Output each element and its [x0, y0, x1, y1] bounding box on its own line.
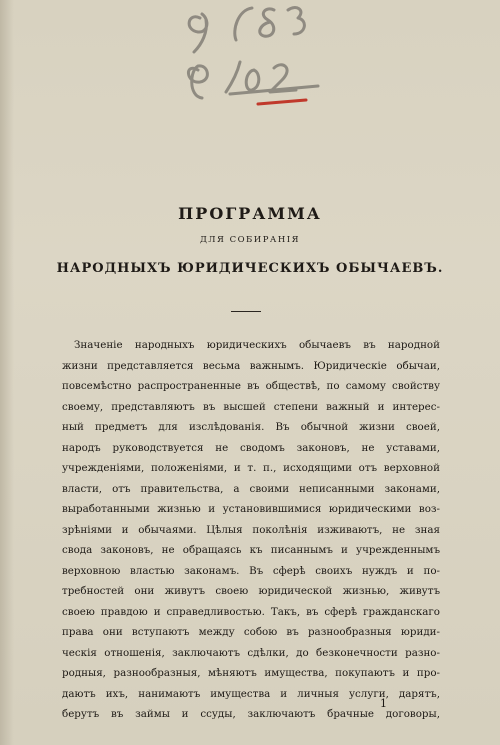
- page-number: 1: [380, 697, 387, 710]
- text-line: своею правдою и справедливостью. Такъ, въ сферѣ гражданскаго: [62, 605, 440, 618]
- title-block: [0, 203, 500, 278]
- page-title: ПРОГРАММА: [178, 204, 322, 223]
- text-line: ческія отношенія, заключаютъ сдѣлки, до безконечности разно-: [62, 646, 440, 659]
- text-line: требностей они живутъ своею юридической жизнью, живутъ: [62, 585, 440, 597]
- text-line: учрежденіями, положеніями, и т. п., исходящими отъ верховной: [62, 462, 440, 474]
- text-line: выработанными жизнью и установившимися юридическими воз-: [62, 503, 440, 515]
- text-line: власти, отъ правительства, а своими неписанными законами,: [62, 482, 440, 495]
- text-line: жизни представляется весьма важнымъ. Юридическіе обычаи,: [62, 359, 440, 372]
- text-line: своему, представляютъ въ высшей степени важный и интерес-: [62, 400, 440, 413]
- red-underline-icon: [258, 100, 306, 104]
- text-line: права они вступаютъ между собою въ разнообразныя юриди-: [62, 626, 440, 638]
- text-line: зрѣніями и обычаями. Цѣлыя поколѣнія изживаютъ, не зная: [62, 523, 440, 536]
- text-line: Значеніе народныхъ юридическихъ обычаевъ въ народной: [74, 339, 440, 351]
- page-subject: НАРОДНЫХЪ ЮРИДИЧЕСКИХЪ ОБЫЧАЕВЪ.: [56, 261, 444, 276]
- text-line: народъ руководствуется не сводомъ законовъ, не уставами,: [62, 441, 440, 454]
- text-line: даютъ ихъ, нанимаютъ имущества и личныя услуги, дарятъ,: [62, 687, 440, 700]
- text-line: свода законовъ, не обращаясь къ писаннымъ и учрежденнымъ: [62, 544, 440, 556]
- divider: [231, 311, 261, 312]
- pencil-shelfmark-icon: [178, 0, 338, 110]
- text-line: повсемѣстно распространенные въ обществѣ, по самому свойству: [62, 380, 440, 392]
- text-line: верховною властью законамъ. Въ сферѣ своихъ нуждъ и по-: [62, 564, 440, 577]
- page-subtitle: ДЛЯ СОБИРАНІЯ: [200, 235, 300, 245]
- text-line: родныя, разнообразныя, мѣняютъ имущества, покупаютъ и про-: [62, 667, 440, 679]
- text-line: берутъ въ займы и ссуды, заключаютъ брачные договоры,: [62, 708, 440, 720]
- body-paragraph: [62, 335, 440, 725]
- text-line: ный предметъ для изслѣдованія. Въ обычной жизни своей,: [62, 421, 440, 433]
